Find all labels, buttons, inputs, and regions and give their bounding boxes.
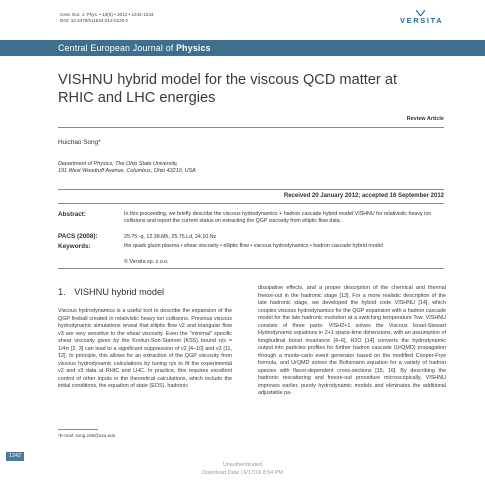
section-number: 1.: [58, 287, 66, 297]
abstract-label: Abstract:: [58, 211, 87, 218]
keywords-label: Keywords:: [58, 243, 91, 250]
divider: [58, 127, 444, 128]
author: Huichao Song*: [58, 139, 101, 146]
logo-text: VERSITA: [400, 16, 444, 25]
section-heading: [58, 287, 164, 297]
article-title: VISHNU hybrid model for the viscous QCD matter at RHIC and LHC energies: [58, 72, 398, 106]
body-right-column: dissipative effects, and a proper description of the chemical and thermal freeze-out in the hadronic stage [13]. For a more realistic description of the late hadronic stage, we developed the hybrid code VISHNU [14], which couples viscous hydrodynamics for the QGP expansion with a hadron cascade model for the late hadronic evolution at a switching temperature Tsw. VISHNU consists of three parts: VISH2+1 solves the Viscous Israel-Stewart Hydrodynamic equations in 2+1 space-time dimensions, with an assumption of longitudinal boost invariance [4–6], H2O [14] converts the hydrodynamic output into particles profiles for further hadron cascade (UrQMD) propagation through a monte-carlo event generator based on the modified Cooper-Frye formula, and UrQMD solves the Boltzmann equation for a variety of hadron species with flavor-dependent cross-sections [15, 16]. By describing the hadronic rescattering and freeze-out procedure microscopically, VISHNU improves earlier, purely hydrodynamic models and eliminates the additional adjustable pa-: [258, 285, 446, 396]
keywords-text: the quark gluon plasma • shear viscosity • elliptic flow • viscous hydrodynamics • hadron cascade hybrid model: [124, 243, 383, 249]
footnote-email[interactable]: *E-mail: song.199@osu.edu: [58, 433, 116, 438]
watermark-line-2: Download Date | 6/17/16 8:54 PM: [202, 470, 283, 476]
publisher-logo[interactable]: [400, 10, 452, 26]
divider: [58, 203, 444, 204]
abstract-text: In this proceeding, we briefly describe the viscous hydrodynamics + hadron cascade hybrid model VISHNU for relativistic heavy ion collisions and report the current status on extracting the QGP viscosity from elliptic flow data.: [124, 211, 432, 224]
citation: [60, 12, 153, 24]
divider: [58, 189, 444, 190]
journal-name: [58, 43, 211, 53]
pacs-label: PACS (2008):: [58, 233, 98, 240]
body-left-column: Viscous hydrodynamics is a useful tool to describe the expansion of the QGP fireball created in relativistic heavy ion collisions. Previous viscous hydrodynamic simulations reveal that elliptic flow v2 and triangular flow v3 are very sensitive to the shear viscosity. Even the "minimal" specific shear viscosity given by the Kovtun-Son-Starinet (KSS) bound η/s = 1/4π [2, 3] can lead to a significant suppression of v2 [4–10] and v3 [11, 12]. In principle, this allows for an extraction of the QGP viscosity from viscous hydrodynamic calculations by tuning η/s to fit the experimental v2 and v3 data at RHIC and LHC. In practice, this requires excellent control of other inputs in the theoretical calculations, which include the initial conditions, the equation of state (EOS), hadronic: [58, 308, 232, 389]
journal-subject: Physics: [176, 43, 211, 53]
affiliation-line-2: 191 West Woodruff Avenue, Columbus, Ohio 43210, USA: [58, 167, 196, 174]
citation-line-2: DOI: 10.2478/s11534-012-0130-z: [60, 18, 129, 23]
received-dates: Received 20 January 2012; accepted 16 September 2012: [283, 193, 444, 199]
divider: [58, 268, 444, 269]
citation-line-1: Cent. Eur. J. Phys. • 10(6) • 2012 • 1242-1244: [60, 12, 154, 17]
affiliation: [58, 161, 298, 175]
pacs-text: 25.75.-q, 12.38.Mh, 25.75.Ld, 24.10.Nz: [124, 233, 217, 240]
journal-prefix: Central European Journal of: [58, 43, 174, 53]
page-number: 1242: [9, 453, 21, 459]
watermark-line-1: Unauthenticated: [222, 462, 263, 468]
article-type: Review Article: [406, 116, 444, 122]
footnote-rule: [58, 429, 98, 430]
section-title: VISHNU hybrid model: [74, 287, 165, 297]
copyright: © Versita sp. z o.o.: [124, 259, 169, 265]
affiliation-line-1: Department of Physics, The Ohio State University,: [58, 161, 178, 167]
